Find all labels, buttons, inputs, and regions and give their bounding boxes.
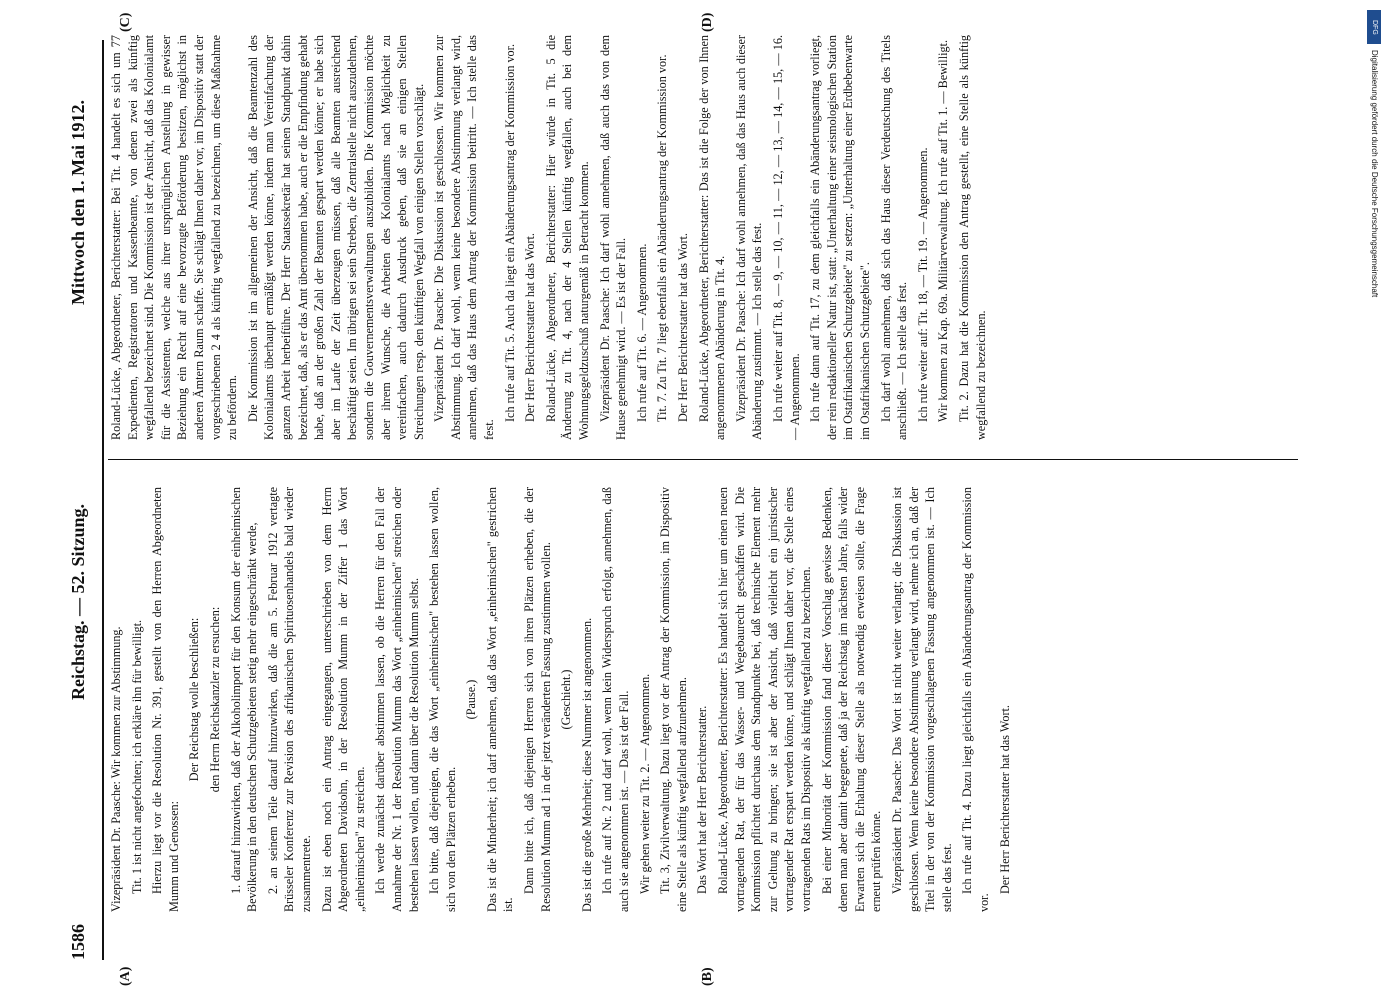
paragraph: Der Herr Berichterstatter hat das Wort.: [676, 233, 690, 422]
paragraph: 2. an seinem Teile darauf hinzuwirken, daß die am 5. Februar 1912 vertagte Brüsseler Konferenz zur Revision des afrikanischen Spirituosenhandels bald wieder zusammentrete.: [265, 487, 313, 912]
paragraph: Vizepräsident Dr. Paasche: Wir kommen zur Abstimmung.: [109, 626, 123, 912]
digitization-credit: Digitalisierung gefördert durch die Deutsche Forschungsgemeinschaft: [1370, 50, 1379, 298]
paragraph: Der Herr Berichterstatter hat das Wort.: [523, 233, 538, 422]
paragraph: Ich rufe auf Tit. 4. Dazu liegt gleichfalls ein Abänderungsantrag der Kommission vor.: [960, 487, 991, 912]
paragraph: Ich rufe auf Tit. 6. — Angenommen.: [634, 243, 649, 422]
paragraph: Ich werde zunächst darüber abstimmen lassen, ob die Herren für den Fall der Annahme der Nr. 1 der Resolution Mumm das Wort „einheimischen" streichen oder bestehen lassen wollen, und dann über die Resolution Mumm selbst.: [373, 487, 421, 912]
page-number: 1586: [68, 924, 88, 960]
paragraph: Wir gehen weiter zu Tit. 2. — Angenommen.: [637, 673, 652, 894]
margin-marker-d: (D): [700, 12, 715, 32]
paragraph: Roland-Lücke, Abgeordneter, Berichterstatter: Bei Tit. 4 handelt es sich um 77 Expedienten, Registratoren und Kassenbeamte, von denen zwei als künftig wegfallend bezeichnet sind. Die Kommission ist der Ansicht, daß das Kolonialamt für die Assistenten, welche aus ihrer ursprünglichen Anstellung in gewisser Beziehung ein Recht auf eine bevorzugte Beförderung besitzen, möglichst in anderen Ämtern Raum schaffe. Sie schlägt Ihnen daher vor, im Dispositiv statt der vorgeschriebenen 2 4 als künftig wegfallend zu bezeichnen, um diese Maßnahme zu befördern.: [109, 35, 240, 440]
dfg-logo: DFG: [1367, 10, 1381, 44]
left-text-column: [108, 487, 1017, 912]
paragraph: Roland-Lücke, Abgeordneter, Berichterstatter: Das ist die Folge der von Ihnen angenommenen Abänderung in Tit. 4.: [696, 35, 728, 440]
paragraph: Vizepräsident Dr. Paasche: Ich darf wohl annehmen, daß das Haus auch dieser Abänderung zustimmt. — Ich stelle das fest.: [733, 35, 765, 440]
page-date: Mittwoch den 1. Mai 1912.: [68, 100, 88, 305]
paragraph: Tit. 7. Zu Tit. 7 liegt ebenfalls ein Abänderungsantrag der Kommission vor.: [655, 54, 670, 422]
paragraph: Ich rufe auf Nr. 2 und darf wohl, wenn kein Widerspruch erfolgt, annehmen, daß auch sie angenommen ist. — Das ist der Fall.: [600, 487, 632, 912]
paragraph: Der Herr Berichterstatter hat das Wort.: [997, 705, 1012, 894]
paragraph: Dann bitte ich, daß diejenigen Herren sich von ihren Plätzen erheben, die der Resolution Mumm ad 1 in der jetzt veränderten Fassung zustimmen wollen.: [522, 487, 553, 912]
paragraph: Roland-Lücke, Abgeordneter, Berichterstatter: Hier würde in Tit. 5 die Änderung zu Tit. 4, nach der 4 Stellen künftig wegfallen, auch bei dem Wohnungsgeldzuschuß naturgemäß in Betracht kommen.: [543, 35, 592, 440]
paragraph: Ich darf wohl annehmen, daß sich das Haus dieser Verdeutschung des Titels anschließt. — Ich stelle das fest.: [878, 35, 910, 440]
paragraph: Das ist die große Mehrheit; diese Nummer ist angenommen.: [579, 617, 594, 912]
page-header: [62, 40, 104, 960]
paragraph: Ich rufe auf Tit. 5. Auch da liegt ein Abänderungsantrag der Kommission vor.: [502, 43, 517, 422]
paragraph: Tit. 1 ist nicht angefochten; ich erkläre ihn für bewilligt.: [129, 619, 144, 894]
paragraph: Dazu ist eben noch ein Antrag eingegangen, unterschrieben von dem Herrn Abgeordneten Davidsohn, in der Resolution Mumm in der Ziffer 1 das Wort „einheimischen" zu streichen.: [319, 487, 367, 912]
paragraph: (Pause.): [464, 679, 479, 720]
paragraph: Das ist die Minderheit; ich darf annehmen, daß das Wort „einheimischen" gestrichen ist.: [484, 487, 516, 912]
margin-marker-a: (A): [118, 966, 133, 986]
paragraph: Vizepräsident Dr. Paasche: Das Wort ist nicht weiter verlangt; die Diskussion ist geschlossen. Wenn keine besondere Abstimmung verlangt wird, nehme ich an, daß der Titel in der von der Kommission vorgeschlagenen Fassung angenommen ist. — Ich stelle das fest.: [889, 487, 954, 912]
paragraph: Hierzu liegt vor die Resolution Nr. 391, gestellt von den Herren Abgeordneten Mumm und Genossen:: [150, 487, 181, 912]
paragraph: Der Reichstag wolle beschließen:: [187, 617, 202, 782]
paragraph: Ich rufe dann auf Tit. 17, zu dem gleichfalls ein Abänderungsantrag vorliegt, der rein redaktioneller Natur ist, statt: „Unterhaltung einer seismologischen Station im Ostafrikanischen Schutzgebiete" zu setzen: „Unterhaltung einer Erdbebenwarte im Ostafrikanischen Schutzgebiete".: [808, 35, 872, 440]
paragraph: (Geschieht.): [559, 669, 574, 730]
paragraph: den Herrn Reichskanzler zu ersuchen:: [207, 606, 222, 793]
paragraph: Roland-Lücke, Abgeordneter, Berichterstatter: Es handelt sich hier um einen neuen vortragenden Rat, der für das Wasser- und Wegebaurecht geschaffen wird. Die Kommission pflichtet durchaus dem Standpunkte bei, daß technische Element mehr zur Geltung zu bringen; sie ist aber der Ansicht, daß vielleicht ein juristischer vortragender Rat erspart werden könne, und schlägt Ihnen daher vor, die Stelle eines vortragenden Rats im Dispositiv als künftig wegfallend zu bezeichnen.: [716, 487, 813, 912]
margin-marker-c: (C): [118, 12, 133, 32]
paragraph: Tit. 3, Zivilverwaltung. Dazu liegt vor der Antrag der Kommission, im Dispositiv eine Stelle als künftig wegfallend aufzunehmen.: [658, 487, 689, 912]
paragraph: 1. darauf hinzuwirken, daß der Alkoholimport für den Konsum der einheimischen Bevölkerung in den deutschen Schutzgebieten stetig mehr eingeschränkt werde,: [228, 487, 260, 912]
paragraph: Vizepräsident Dr. Paasche: Die Diskussion ist geschlossen. Wir kommen zur Abstimmung. Ich darf wohl, wenn keine besondere Abstimmung verlangt wird, annehmen, daß das Haus dem Antrag der Kommission beitritt. — Ich stelle das fest.: [432, 35, 497, 440]
side-credit-strip: [1367, 10, 1381, 990]
column-divider: [108, 459, 1298, 460]
paragraph: Ich rufe weiter auf Tit. 8, — 9, — 10, — 11, — 12, — 13, — 14, — 15, — 16. — Angenommen.: [770, 35, 802, 440]
paragraph: Tit. 2. Dazu hat die Kommission den Antrag gestellt, eine Stelle als künftig wegfallend zu bezeichnen.: [956, 35, 988, 440]
page-title: Reichstag. — 52. Sitzung.: [68, 503, 88, 700]
paragraph: Wir kommen zu Kap. 69a. Militärverwaltung. Ich rufe auf Tit. 1. — Bewilligt.: [936, 40, 951, 422]
right-text-column: [108, 35, 993, 440]
paragraph: Ich bitte, daß diejenigen, die das Wort „einheimischen" bestehen lassen wollen, sich von den Plätzen erheben.: [427, 487, 458, 912]
paragraph: Vizepräsident Dr. Paasche: Ich darf wohl annehmen, daß auch das von dem Hause genehmigt wird. — Es ist der Fall.: [597, 35, 629, 440]
paragraph: Das Wort hat der Herr Berichterstatter.: [695, 705, 710, 894]
paragraph: Ich rufe weiter auf: Tit. 18, — Tit. 19. — Angenommen.: [915, 147, 930, 422]
paragraph: Bei einer Minorität der Kommission fand dieser Vorschlag gewisse Bedenken, denen man aber damit begegnete, daß ja der Reichstag im nächsten Jahre, falls wider Erwarten sich die Erhaltung dieser Stelle als notwendig erweisen sollte, die Frage erneut prüfen könne.: [819, 487, 884, 912]
paragraph: Die Kommission ist im allgemeinen der Ansicht, daß die Beamtenzahl des Kolonialamts überhaupt ermäßigt werden könne, indem man Vereinfachung der ganzen Arbeit herbeiführe. Der Herr Staatssekretär hat seinen Standpunkt dahin bezeichnet, daß, als er das Amt übernommen habe, auch er die Empfindung gehabt habe, daß an der großen Zahl der Beamten gespart werden könne; er habe sich aber im Laufe der Zeit überzeugen müssen, daß alle Beamten ausreichend beschäftigt seien. Im übrigen sei sein Streben, die Zentralstelle nicht auszudehnen, sondern die Gouvernementsverwaltungen auszubilden. Die Kommission möchte aber ihrem Wunsche, die Arbeiten des Kolonialamts nach Möglichkeit zu vereinfachen, auch dadurch Ausdruck geben, daß sie an einigen Stellen Streichungen resp. den künftigen Wegfall von einigen Stellen vorschlägt.: [245, 35, 426, 440]
margin-marker-b: (B): [700, 967, 715, 986]
